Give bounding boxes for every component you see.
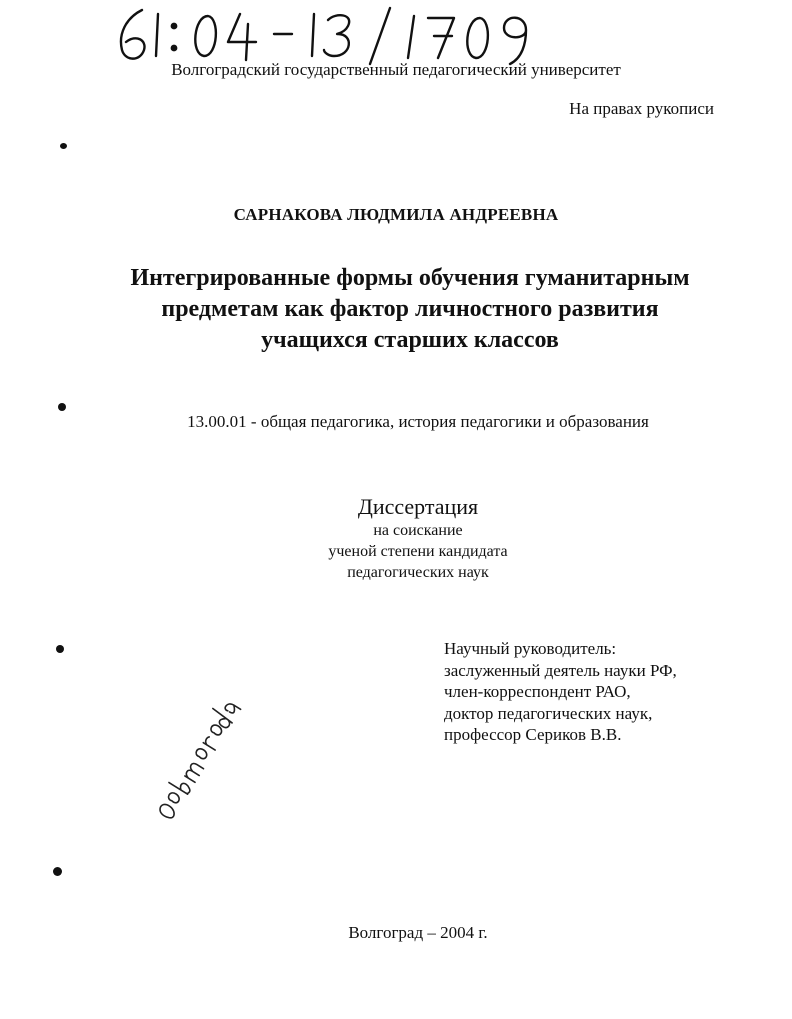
supervisor-line: член-корреспондент РАО,	[444, 682, 631, 701]
binding-hole-mark	[53, 867, 62, 876]
supervisor-line: профессор Сериков В.В.	[444, 725, 622, 744]
supervisor-line: Научный руководитель:	[444, 639, 617, 658]
handwritten-signature	[138, 700, 258, 840]
title-line: предметам как фактор личностного развития	[161, 296, 659, 322]
city-and-year: Волгоград – 2004 г.	[348, 923, 488, 942]
title-line: учащихся старших классов	[261, 327, 559, 353]
handwritten-archive-code	[112, 4, 572, 66]
supervisor-line: заслуженный деятель науки РФ,	[444, 660, 677, 680]
specialty-code: 13.00.01 - общая педагогика, история педагогики и образования	[187, 412, 649, 431]
supervisor-line: доктор педагогических наук,	[444, 703, 653, 723]
binding-hole-mark	[60, 143, 67, 149]
title-line: Интегрированные формы обучения гуманитарным	[130, 265, 690, 291]
dissertation-heading: Диссертация	[357, 494, 479, 519]
degree-line: на соискание	[373, 522, 463, 539]
binding-hole-mark	[58, 403, 66, 411]
dissertation-title	[90, 263, 730, 356]
manuscript-rights-note: На правах рукописи	[569, 99, 714, 118]
degree-line: педагогических наук	[347, 564, 489, 581]
degree-description	[0, 520, 792, 583]
binding-hole-mark	[56, 645, 64, 653]
author-name: САРНАКОВА ЛЮДМИЛА АНДРЕЕВНА	[233, 205, 559, 224]
scientific-supervisor	[444, 638, 677, 746]
degree-line: ученой степени кандидата	[328, 543, 508, 560]
university-name: Волгоградский государственный педагогический университет	[171, 60, 621, 79]
